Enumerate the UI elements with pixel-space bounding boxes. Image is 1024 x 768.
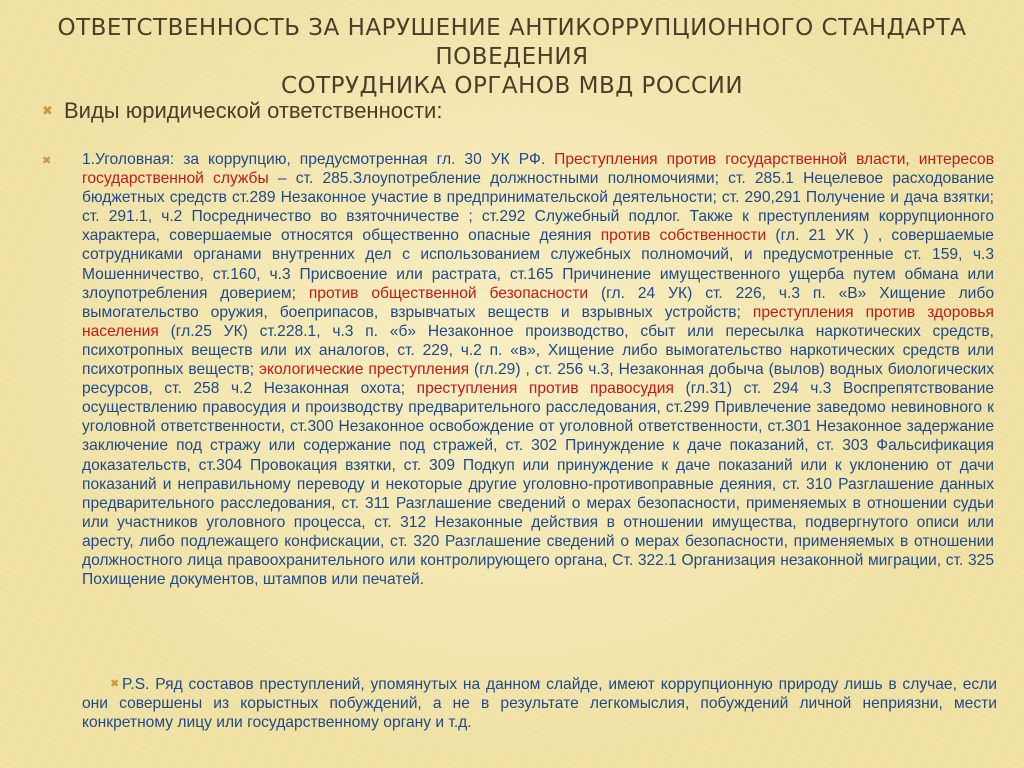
ps-note-item: ✖ P.S. Ряд составов преступлений, упомянутых на данном слайде, имеют коррупционную природу лишь в случае, если они совершены из корыстных побуждений, а не в результате легкомыслия, побуждений личной неприязни, мести конкретному лицу или государственному органу и т.д. bbox=[82, 676, 997, 732]
highlight-state-crimes: Преступления против государственной власти, интересов государственной службы bbox=[82, 151, 994, 188]
highlight-public-health: преступления против здоровья населения bbox=[82, 303, 994, 340]
text-segment: – ст. 285.Злоупотребление должностными полномочиями; ст. 285.1 Нецелевое расходование бюджетных средств ст.289 Незаконное участие в предпринимательской деятельности; ст. 290,291 Получение и дача взятки; ст. 291.1, ч.2 Посредничество во взяточничестве ; ст.292 Служебный подлог. Также к преступлениям коррупционного характера, совершаемые относятся общественно опасные деяния bbox=[82, 170, 994, 245]
text-segment: (гл.31) ст. 294 ч.3 Воспрепятствование осуществлению правосудия и производству предварительного расследования, ст.299 Привлечение заведомо невиновного к уголовной ответственности, ст.300 Незаконное освобождение от уголовной ответственности, ст.301 Незаконное задержание заключение под стражу или содержание под стражей, ст. 302 Принуждение к даче показаний, ст. 303 Фальсификация доказательств, ст.304 Провокация взятки, ст. 309 Подкуп или принуждение к даче показаний или к уклонению от дачи показаний и неправильному переводу и некоторые другие уголовно-противоправные деяния, ст. 310 Разглашение данных предварительного расследования, ст. 311 Разглашение сведений о мерах безопасности, применяемых в отношении судьи или участников уголовного процесса, ст. 312 Незаконные действия в отношении имущества, подвергнутого описи или аресту, либо подлежащего конфискации, ст. 320 Разглашение сведений о мерах безопасности, применяемых в отношении должностного лица правоохранительного или контролирующего органа, Ст. 322.1 Организация незаконной миграции, ст. 325 Похищение документов, штампов или печатей. bbox=[82, 380, 994, 589]
text-segment: : за коррупцию, предусмотренная гл. 30 УК РФ. bbox=[169, 151, 555, 168]
text-segment: (гл. 24 УК) ст. 226, ч.3 п. «В» Хищение либо вымогательство оружия, боеприпасов, взрывчатых веществ и взрывных устройств; bbox=[82, 284, 994, 321]
bullet-x-icon: ✖ bbox=[42, 154, 52, 167]
text-segment: (гл.29) , ст. 256 ч.3, Незаконная добыча (вылов) водных биологических ресурсов, ст. 258 ч.2 Незаконная охота; bbox=[82, 361, 995, 398]
text-segment: (гл. 21 УК ) , совершаемые сотрудниками органами внутренних дел с использованием служебных полномочий, и предусмотренные ст. 159, ч.3 Мошенничество, ст.160, ч.3 Присвоение или растрата, ст.165 Причинение имущественного ущерба путем обмана или злоупотребления доверием; bbox=[82, 227, 994, 302]
text-segment: 1.Уголовная bbox=[82, 151, 170, 168]
highlight-public-safety: против общественной безопасности bbox=[308, 284, 589, 302]
heading-row bbox=[42, 96, 982, 126]
slide-title bbox=[40, 14, 984, 101]
highlight-ecological: экологические преступления bbox=[259, 361, 470, 379]
ps-note-text: P.S. Ряд составов преступлений, упомянутых на данном слайде, имеют коррупционную природу лишь в случае, если они совершены из корыстных побуждений, а не в результате легкомыслия, побуждений личной неприязни, мести конкретному лицу или государственному органу и т.д. bbox=[82, 676, 997, 732]
criminal-liability-item bbox=[42, 150, 997, 589]
bullet-x-icon: ✖ bbox=[42, 104, 53, 119]
title-line-2: СОТРУДНИКА ОРГАНОВ МВД РОССИИ bbox=[280, 73, 744, 99]
text-segment: (гл.25 УК) ст.228.1, ч.3 п. «б» Незаконное производство, сбыт или пересылка наркотических средств, психотропных веществ или их аналогов, ст. 229, ч.2 п. «в», Хищение либо вымогательство наркотических средств или психотропных веществ; bbox=[82, 322, 994, 379]
title-line-1: ОТВЕТСТВЕННОСТЬ ЗА НАРУШЕНИЕ АНТИКОРРУПЦИОННОГО СТАНДАРТА ПОВЕДЕНИЯ bbox=[57, 15, 967, 70]
criminal-liability-text bbox=[82, 150, 994, 589]
highlight-property-crimes: против собственности bbox=[600, 227, 767, 245]
section-heading: Виды юридической ответственности: bbox=[64, 98, 443, 123]
highlight-justice: преступления против правосудия bbox=[416, 380, 674, 398]
